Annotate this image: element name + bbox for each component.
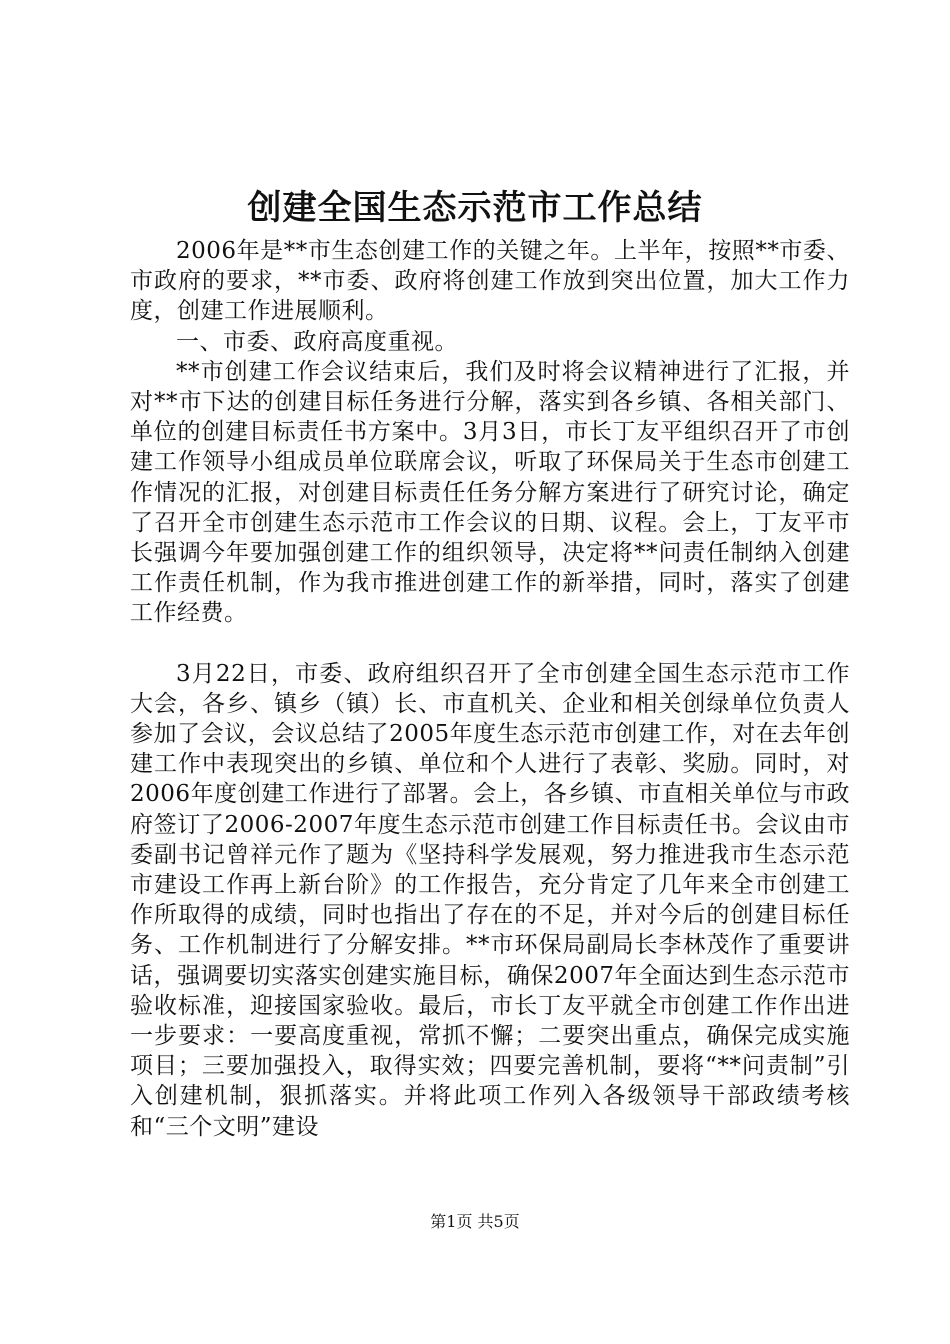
section-heading-1: 一、市委、政府高度重视。 xyxy=(176,328,458,355)
paragraph-meeting-report: **市创建工作会议结束后，我们及时将会议精神进行了汇报，并对**市下达的创建目标任务进行分解，落实到各乡镇、各相关部门、单位的创建目标责任书方案中。3月3日，市长丁友平组织召开了市创建工作领导小组成员单位联席会议，听取了环保局关于生态市创建工作情况的汇报，对创建目标责任任务分解方案进行了研究讨论，确定了召开全市创建生态示范市工作会议的日期、议程。会上，丁友平市长强调今年要加强创建工作的组织领导，决定将**问责任制纳入创建工作责任机制，作为我市推进创建工作的新举措，同时，落实了创建工作经费。 xyxy=(130,358,850,627)
document-title: 创建全国生态示范市工作总结 xyxy=(247,188,703,228)
paragraph-conference: 3月22日，市委、政府组织召开了全市创建全国生态示范市工作大会，各乡、镇乡（镇）长、市直机关、企业和相关创绿单位负责人参加了会议，会议总结了2005年度生态示范市创建工作，对在去年创建工作中表现突出的乡镇、单位和个人进行了表彰、奖励。同时，对2006年度创建工作进行了部署。会上，各乡镇、市直相关单位与市政府签订了2006-2007年度生态示范市创建工作目标责任书。会议由市委副书记曾祥元作了题为《坚持科学发展观，努力推进我市生态示范市建设工作再上新台阶》的工作报告，充分肯定了几年来全市创建工作所取得的成绩，同时也指出了存在的不足，并对今后的创建目标任务、工作机制进行了分解安排。**市环保局副局长李林茂作了重要讲话，强调要切实落实创建实施目标，确保2007年全面达到生态示范市验收标准，迎接国家验收。最后，市长丁友平就全市创建工作作出进一步要求：一要高度重视，常抓不懈；二要突出重点，确保完成实施项目；三要加强投入，取得实效；四要完善机制，要将“**问责制”引入创建机制，狠抓落实。并将此项工作列入各级领导干部政绩考核和“三个文明”建设 xyxy=(130,660,850,1140)
document-body xyxy=(130,236,850,1142)
page-footer: 第1页 共5页 xyxy=(430,1212,520,1231)
paragraph-intro: 2006年是**市生态创建工作的关键之年。上半年，按照**市委、市政府的要求，**市委、政府将创建工作放到突出位置，加大工作力度，创建工作进展顺利。 xyxy=(130,238,850,325)
